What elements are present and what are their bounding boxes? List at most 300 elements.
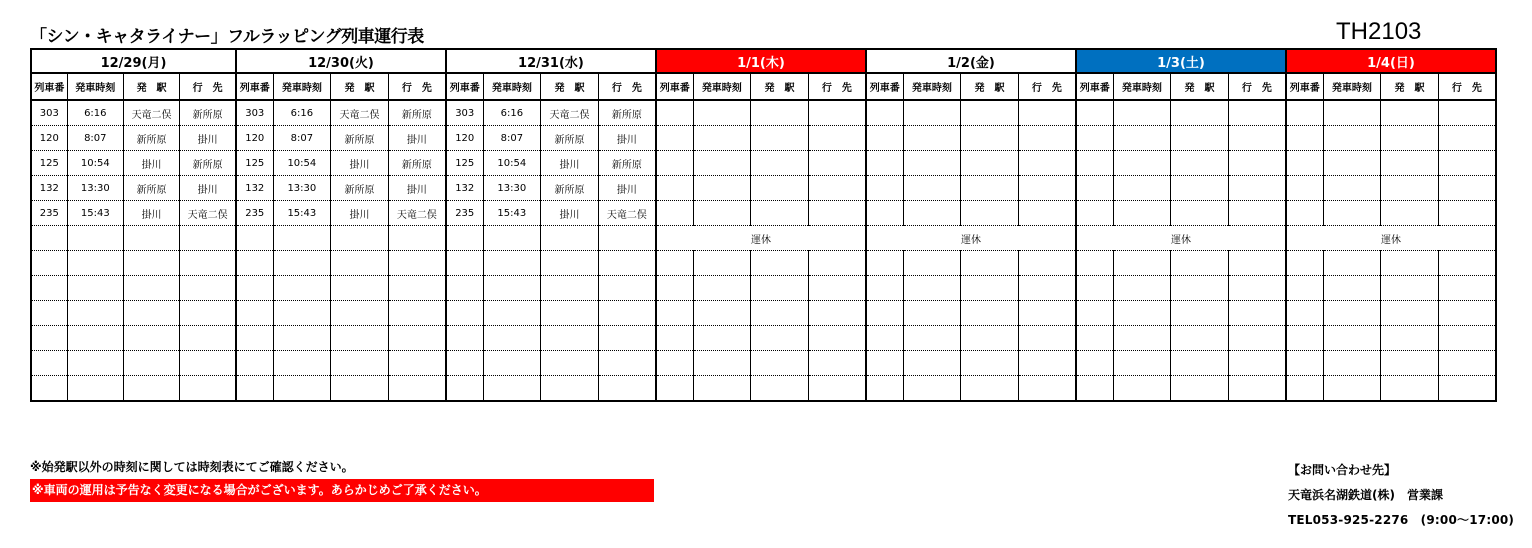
table-cell [808,376,866,402]
table-cell [1228,351,1286,376]
table-cell: 新所原 [541,176,599,201]
table-cell [1323,176,1381,201]
table-cell [331,301,389,326]
column-header-row [31,73,1496,100]
table-cell [693,276,751,301]
table-cell: 13:30 [67,176,123,201]
table-cell: 235 [446,201,483,226]
table-cell: 天竜二俣 [331,100,389,126]
table-cell [598,301,656,326]
column-header: 発 駅 [331,73,389,100]
table-cell [541,326,599,351]
column-header: 発車時刻 [1323,73,1381,100]
table-cell [751,251,809,276]
table-cell: 132 [446,176,483,201]
table-cell [1076,201,1113,226]
table-cell [273,276,331,301]
timetable [30,48,1497,402]
table-cell: 6:16 [273,100,331,126]
table-cell: 13:30 [273,176,331,201]
table-cell [1228,176,1286,201]
suspended-label: 運休 [656,226,866,251]
date-header: 1/4(日) [1286,49,1496,73]
table-cell: 掛川 [331,151,389,176]
table-cell [1113,100,1171,126]
table-cell [656,151,693,176]
table-cell [1381,201,1439,226]
column-header: 行 先 [598,73,656,100]
column-header: 列車番 [31,73,67,100]
table-cell [1076,376,1113,402]
table-cell [903,276,961,301]
table-cell [1228,301,1286,326]
table-cell: 120 [236,126,273,151]
table-cell [751,351,809,376]
table-cell: 6:16 [67,100,123,126]
table-cell [1438,151,1496,176]
table-cell: 235 [31,201,67,226]
table-cell [598,376,656,402]
column-header: 行 先 [808,73,866,100]
table-cell [541,351,599,376]
table-cell [751,276,809,301]
table-cell [180,326,236,351]
table-cell [483,301,541,326]
table-cell [1171,151,1229,176]
table-cell [123,351,179,376]
table-cell [273,226,331,251]
table-cell [866,126,903,151]
column-header: 発車時刻 [903,73,961,100]
table-cell: 15:43 [483,201,541,226]
table-cell [866,326,903,351]
page-title: 「シン・キャタライナー」フルラッピング列車運行表 [30,27,424,47]
date-header: 12/29(月) [31,49,236,73]
column-header: 発車時刻 [1113,73,1171,100]
table-cell [808,351,866,376]
table-cell: 120 [446,126,483,151]
table-cell [1286,100,1323,126]
table-cell [67,301,123,326]
table-cell [961,326,1019,351]
table-cell [693,301,751,326]
table-cell [693,201,751,226]
table-cell [1018,376,1076,402]
table-cell [1171,176,1229,201]
table-cell [483,376,541,402]
table-cell [236,226,273,251]
table-cell [1286,376,1323,402]
table-cell: 新所原 [123,176,179,201]
table-cell [1286,351,1323,376]
table-cell [903,151,961,176]
table-row [31,301,1496,326]
table-cell: 303 [236,100,273,126]
document-code: TH2103 [1336,18,1422,45]
table-cell [388,326,446,351]
table-cell [446,226,483,251]
table-cell [751,201,809,226]
table-cell: 掛川 [180,126,236,151]
table-cell: 天竜二俣 [541,100,599,126]
table-cell [598,226,656,251]
table-cell [273,351,331,376]
column-header: 発 駅 [751,73,809,100]
table-cell [273,326,331,351]
table-cell: 新所原 [180,100,236,126]
date-header: 1/3(土) [1076,49,1286,73]
table-cell: 掛川 [598,176,656,201]
column-header: 列車番 [656,73,693,100]
table-cell [180,226,236,251]
table-cell [1228,326,1286,351]
table-cell [1228,100,1286,126]
table-cell [1323,376,1381,402]
table-cell [1381,151,1439,176]
table-cell [483,326,541,351]
table-cell [1286,176,1323,201]
table-cell [331,351,389,376]
table-cell: 8:07 [273,126,331,151]
table-cell [751,326,809,351]
date-header: 1/1(木) [656,49,866,73]
table-row [31,126,1496,151]
table-cell [1438,126,1496,151]
table-cell [1076,151,1113,176]
table-cell [123,226,179,251]
column-header: 発車時刻 [67,73,123,100]
table-cell [1286,151,1323,176]
table-cell [236,301,273,326]
table-cell [1286,251,1323,276]
table-cell [656,301,693,326]
table-cell [446,276,483,301]
table-cell: 235 [236,201,273,226]
table-cell [656,176,693,201]
table-cell [656,326,693,351]
table-cell [866,301,903,326]
table-cell [1438,301,1496,326]
table-cell [693,326,751,351]
table-cell [1323,301,1381,326]
table-cell: 8:07 [67,126,123,151]
table-cell [1286,301,1323,326]
table-cell [961,276,1019,301]
table-cell [693,251,751,276]
table-cell [1323,201,1381,226]
table-cell [903,351,961,376]
table-cell [446,251,483,276]
table-cell [123,301,179,326]
table-row [31,251,1496,276]
table-cell [541,251,599,276]
table-cell: 8:07 [483,126,541,151]
table-cell [180,351,236,376]
table-cell [693,376,751,402]
table-cell [483,251,541,276]
table-cell [483,226,541,251]
table-row [31,100,1496,126]
table-cell [1381,100,1439,126]
column-header: 列車番 [1286,73,1323,100]
table-cell [67,251,123,276]
table-cell [656,201,693,226]
table-cell [388,226,446,251]
table-cell [1381,176,1439,201]
table-cell [446,376,483,402]
table-cell [961,201,1019,226]
table-cell: 132 [236,176,273,201]
table-cell [1018,126,1076,151]
table-cell [31,301,67,326]
table-cell [1323,326,1381,351]
table-cell [273,376,331,402]
table-cell [808,251,866,276]
table-cell [541,301,599,326]
table-cell [1438,376,1496,402]
date-header: 12/31(水) [446,49,656,73]
table-cell [67,351,123,376]
suspended-label: 運休 [866,226,1076,251]
table-cell [598,276,656,301]
table-cell [866,201,903,226]
table-cell: 掛川 [123,201,179,226]
table-cell [1113,201,1171,226]
table-cell [903,326,961,351]
table-cell [1438,351,1496,376]
table-cell [1113,251,1171,276]
table-cell [656,126,693,151]
date-header: 12/30(火) [236,49,446,73]
table-cell [656,276,693,301]
table-cell [67,376,123,402]
table-cell [388,276,446,301]
table-cell [1323,126,1381,151]
table-cell [656,351,693,376]
table-row [31,176,1496,201]
table-cell [446,326,483,351]
table-cell [903,376,961,402]
table-cell [1438,251,1496,276]
table-cell: 掛川 [123,151,179,176]
table-cell [1076,351,1113,376]
contact-company: 天竜浜名湖鉄道(株) 営業課 [1288,488,1443,502]
table-cell [1228,151,1286,176]
table-cell [1018,201,1076,226]
table-cell [808,126,866,151]
table-cell [1018,301,1076,326]
table-cell [1381,301,1439,326]
suspended-label: 運休 [1076,226,1286,251]
table-cell [1076,126,1113,151]
table-cell [1323,151,1381,176]
column-header: 発車時刻 [273,73,331,100]
table-cell: 新所原 [388,100,446,126]
column-header: 行 先 [1438,73,1496,100]
table-cell [1113,376,1171,402]
table-cell [388,376,446,402]
table-cell [388,251,446,276]
table-cell [180,376,236,402]
table-cell [31,251,67,276]
table-cell [388,301,446,326]
table-cell [180,276,236,301]
table-cell [693,176,751,201]
table-cell [903,176,961,201]
suspended-label: 運休 [1286,226,1496,251]
date-header: 1/2(金) [866,49,1076,73]
table-row [31,326,1496,351]
table-cell: 新所原 [598,151,656,176]
table-cell [751,301,809,326]
table-cell [1076,176,1113,201]
note-warning: ※車両の運用は予告なく変更になる場合がございます。あらかじめご了承ください。 [30,479,654,502]
table-cell [1286,126,1323,151]
table-cell [751,151,809,176]
table-cell [961,351,1019,376]
table-cell: 掛川 [388,176,446,201]
table-cell [961,251,1019,276]
table-cell [123,251,179,276]
table-cell [866,176,903,201]
table-cell [598,251,656,276]
column-header: 列車番 [446,73,483,100]
table-cell [693,351,751,376]
table-cell: 新所原 [598,100,656,126]
table-cell [388,351,446,376]
table-cell [1113,176,1171,201]
table-cell: 125 [446,151,483,176]
table-cell [123,276,179,301]
table-cell [31,276,67,301]
table-cell [808,151,866,176]
table-cell [31,326,67,351]
table-cell [1438,326,1496,351]
table-cell [808,176,866,201]
table-cell: 15:43 [67,201,123,226]
column-header: 行 先 [1018,73,1076,100]
table-cell [751,376,809,402]
table-cell [1113,276,1171,301]
contact-block [1288,458,1514,533]
table-cell: 15:43 [273,201,331,226]
table-cell: 125 [31,151,67,176]
table-cell [808,100,866,126]
table-cell [31,351,67,376]
table-cell: 13:30 [483,176,541,201]
table-cell [751,176,809,201]
table-cell [1076,100,1113,126]
table-cell: 天竜二俣 [123,100,179,126]
table-cell [693,151,751,176]
table-cell [1018,151,1076,176]
table-cell [1076,276,1113,301]
table-cell [903,126,961,151]
table-cell [903,100,961,126]
table-cell [1076,326,1113,351]
table-cell [180,251,236,276]
table-cell [31,226,67,251]
table-cell [541,376,599,402]
table-cell [1076,301,1113,326]
table-cell [1171,351,1229,376]
table-cell [1018,276,1076,301]
table-cell [1286,326,1323,351]
table-cell [273,251,331,276]
table-cell [656,251,693,276]
table-cell [446,301,483,326]
table-cell: 10:54 [67,151,123,176]
table-cell [1076,251,1113,276]
column-header: 発車時刻 [693,73,751,100]
table-cell [1323,351,1381,376]
table-cell [1323,251,1381,276]
table-cell: 新所原 [123,126,179,151]
table-cell [1171,251,1229,276]
table-cell: 120 [31,126,67,151]
table-cell [866,251,903,276]
table-cell [1438,176,1496,201]
column-header: 列車番 [236,73,273,100]
table-cell [1018,251,1076,276]
column-header: 列車番 [1076,73,1113,100]
table-cell [541,276,599,301]
table-cell [1113,126,1171,151]
column-header: 発車時刻 [483,73,541,100]
table-cell [1171,276,1229,301]
table-cell [656,376,693,402]
table-cell [751,126,809,151]
table-cell [598,351,656,376]
table-cell [123,326,179,351]
table-row [31,201,1496,226]
table-cell [1113,351,1171,376]
table-cell [961,100,1019,126]
table-cell [961,126,1019,151]
table-cell [236,276,273,301]
table-cell: 掛川 [180,176,236,201]
table-cell [273,301,331,326]
column-header: 発 駅 [1381,73,1439,100]
table-cell [808,201,866,226]
table-cell: 新所原 [331,126,389,151]
table-cell: 新所原 [180,151,236,176]
table-cell [866,376,903,402]
table-cell: 天竜二俣 [180,201,236,226]
column-header: 発 駅 [541,73,599,100]
table-cell: 掛川 [388,126,446,151]
table-cell [903,201,961,226]
table-cell [1438,100,1496,126]
table-cell [180,301,236,326]
table-row [31,226,1496,251]
table-cell [1171,326,1229,351]
table-cell: 掛川 [541,151,599,176]
table-cell [656,100,693,126]
table-cell [1171,100,1229,126]
table-cell [866,276,903,301]
column-header: 行 先 [388,73,446,100]
table-cell [1323,276,1381,301]
table-cell [808,276,866,301]
table-cell [1381,351,1439,376]
note-timetable: ※始発駅以外の時刻に関しては時刻表にてご確認ください。 [30,460,354,474]
table-cell [866,151,903,176]
table-cell [961,176,1019,201]
table-cell: 新所原 [388,151,446,176]
table-cell [1228,276,1286,301]
table-cell [331,251,389,276]
